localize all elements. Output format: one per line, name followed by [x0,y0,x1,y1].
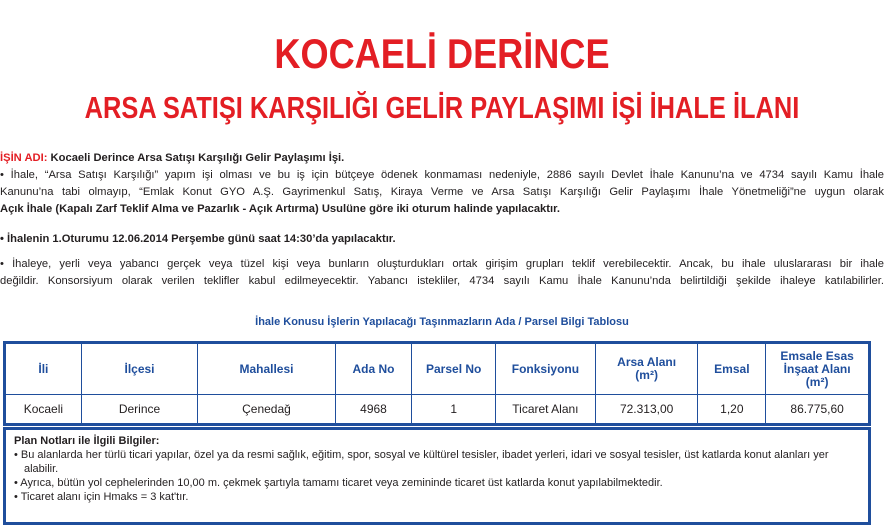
job-name: Kocaeli Derince Arsa Satışı Karşılığı Gelir Paylaşımı İşi. [47,152,345,164]
cell-ilce: Derince [81,395,198,425]
paragraph-1-line-2: Kanunu’na tabi olmayıp, “Emlak Konut GYO A.Ş. Gayrimenkul Satış, Kiraya Verme ve Arsa Satışı Karşılığı Gelir Paylaşımı İhale Yönetmeliği”ne uygun olarak [0,186,884,198]
header-insaat-line-1: Emsale Esas [780,348,854,363]
header-arsa-line-2: (m²) [635,368,658,382]
cell-ada: 4968 [335,395,412,425]
paragraph-3-line-2: değildir. Konsorsiyum olarak verilen teklifler kabul edilmeyecektir. Yabancı istekliler, 4734 sayılı Kamu İhale Kanunu’nda belirtildiği şekilde ihaleye katılabilirler. [0,275,884,287]
plan-note-item: • Ticaret alanı için Hmaks = 3 kat'tır. [14,491,189,503]
header-emsal: Emsal [698,343,766,395]
cell-mahalle: Çenedağ [198,395,335,425]
cell-arsa-alani: 72.313,00 [595,395,698,425]
header-insaat-alani [766,343,870,395]
header-parsel: Parsel No [412,343,496,395]
header-arsa-line-1: Arsa Alanı [617,355,677,369]
eligibility-paragraph [0,256,884,290]
paragraph-2: • İhalenin 1.Oturumu 12.06.2014 Perşembe günü saat 14:30’da yapılacaktır. [0,233,396,245]
cell-emsal: 1,20 [698,395,766,425]
parcel-table [3,341,871,426]
table-header-row [5,343,870,395]
plan-notes-heading: Plan Notları ile İlgili Bilgiler: [14,435,160,447]
cell-fonksiyon: Ticaret Alanı [496,395,596,425]
table-caption: İhale Konusu İşlerin Yapılacağı Taşınmazların Ada / Parsel Bilgi Tablosu [255,316,629,328]
paragraph-3-line-1: • İhaleye, yerli veya yabancı gerçek veya tüzel kişi veya bunların oluşturdukları ortak girişim grupları teklif verebilecektir. Ancak, bu ihale uluslararası bir ihale [0,258,884,270]
cell-parsel: 1 [412,395,496,425]
paragraph-1-line-1: • İhale, “Arsa Satışı Karşılığı” yapım işi olması ve bu iş için bütçeye ödenek konmaması nedeniyle, 2886 sayılı Devlet İhale Kanunu’na ve 4734 sayılı Kamu İhale [0,169,884,181]
table-row [5,395,870,425]
plan-notes-box [3,427,871,525]
paragraph-1-line-3: Açık İhale (Kapalı Zarf Teklif Alma ve Pazarlık - Açık Artırma) Usulüne göre iki oturum halinde yapılacaktır. [0,203,560,215]
header-fonksiyon: Fonksiyonu [496,343,596,395]
page-subtitle: ARSA SATIŞI KARŞILIĞI GELİR PAYLAŞIMI İŞİ İHALE İLANI [84,90,800,125]
header-insaat-line-3: (m²) [805,374,829,389]
page-title: KOCAELİ DERİNCE [274,30,610,77]
plan-note-item: • Ayrıca, bütün yol cephelerinden 10,00 m. çekmek şartıyla tamamı ticaret veya zemininde ticaret üst katlarda konut yapılabilmektedir. [14,477,663,489]
plan-note-item: • Bu alanlarda her türlü ticari yapılar, özel ya da resmi sağlık, eğitim, spor, sosyal ve kültürel tesisler, ibadet yerleri, idari ve sosyal tesisler, üst katlarda konut alanları yer alabilir. [14,449,829,475]
cell-il: Kocaeli [5,395,82,425]
job-label: İŞİN ADI: [0,152,48,164]
header-ilce: İlçesi [81,343,198,395]
cell-insaat-alani: 86.775,60 [766,395,870,425]
session-paragraph [0,231,884,248]
header-arsa-alani [595,343,698,395]
intro-section [0,150,884,218]
header-mahalle: Mahallesi [198,343,335,395]
job-name-line [0,150,884,167]
header-insaat-line-2: İnşaat Alanı [783,361,851,376]
header-ada: Ada No [335,343,412,395]
header-il: İli [5,343,82,395]
